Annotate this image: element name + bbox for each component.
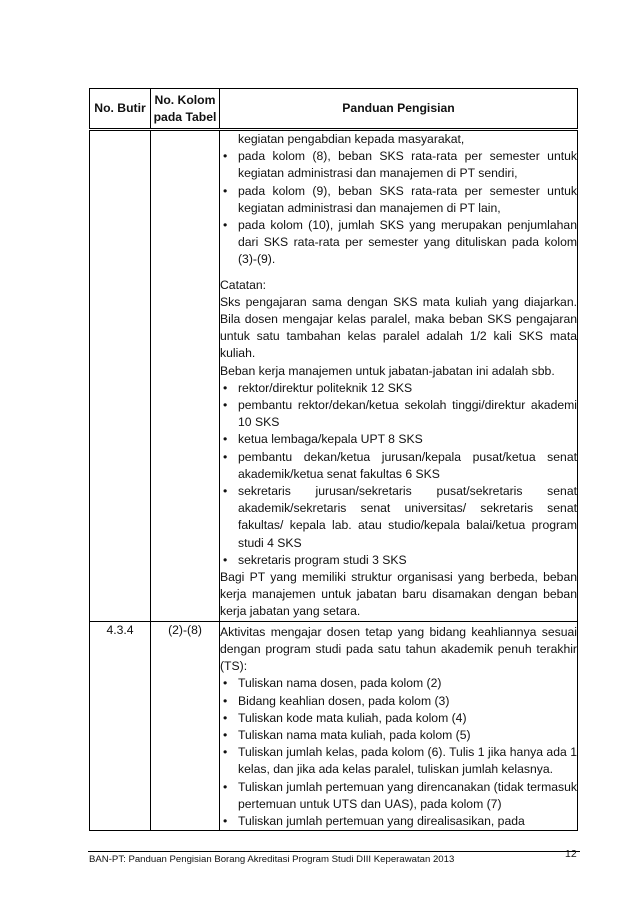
header-no-kolom	[151, 89, 220, 130]
continued-item: kegiatan pengabdian kepada masyarakat,	[238, 132, 465, 146]
header-panduan-label: Panduan Pengisian	[342, 101, 455, 116]
header-panduan	[220, 89, 578, 130]
list-item: • Tuliskan jumlah kelas, pada kolom (6). Tulis 1 jika hanya ada 1 kelas, dan jika ada kelas paralel, tuliskan jumlah kelasnya.	[220, 744, 577, 778]
row2-panduan-cell	[220, 621, 578, 830]
table-row	[90, 130, 578, 622]
row2-kolom-cell: (2)-(8)	[151, 621, 220, 830]
list-item: • ketua lembaga/kepala UPT 8 SKS	[220, 431, 577, 448]
list-item: • pembantu rektor/dekan/ketua sekolah tinggi/direktur akademi 10 SKS	[220, 397, 577, 431]
footer-text: BAN-PT: Panduan Pengisian Borang Akreditasi Program Studi DIII Keperawatan 2013	[89, 854, 455, 865]
list-item: • Tuliskan kode mata kuliah, pada kolom (4)	[220, 710, 577, 727]
spacer	[220, 269, 577, 277]
header-no-butir	[90, 89, 151, 130]
list-item: • sekretaris program studi 3 SKS	[220, 552, 577, 569]
kolom-list	[220, 148, 577, 268]
list-item: • pembantu dekan/ketua jurusan/kepala pusat/ketua senat akademik/ketua senat fakultas 6 SKS	[220, 449, 577, 483]
catatan-label: Catatan:	[220, 277, 267, 292]
list-item: • Tuliskan nama dosen, pada kolom (2)	[220, 675, 577, 692]
list-item: • Bidang keahlian dosen, pada kolom (3)	[220, 693, 577, 710]
row1-kolom-cell	[151, 130, 220, 622]
closing-text: Bagi PT yang memiliki struktur organisasi yang berbeda, beban kerja manajemen untuk jabatan baru disamakan dengan beban kerja jabatan yang setara.	[220, 570, 577, 619]
guide-table	[89, 88, 578, 831]
row1-butir-cell	[90, 130, 151, 622]
intro-text: Aktivitas mengajar dosen tetap yang bidang keahliannya sesuai dengan program studi pada satu tahun akademik penuh terakhir (TS):	[220, 624, 577, 674]
header-no-kolom-label: No. Kolom pada Tabel	[153, 93, 217, 124]
beban-text: Beban kerja manajemen untuk jabatan-jabatan ini adalah sbb.	[220, 363, 555, 378]
row2-butir-cell: 4.3.4	[90, 621, 151, 830]
list-item: • sekretaris jurusan/sekretaris pusat/sekretaris senat akademik/sekretaris senat universitas/ sekretaris senat fakultas/ kepala lab. atau studio/kepala balai/ketua program studi 4 SKS	[220, 483, 577, 552]
list-item: • Tuliskan jumlah pertemuan yang direncanakan (tidak termasuk pertemuan untuk UTS dan UAS), pada kolom (7)	[220, 779, 577, 813]
list-item: • rektor/direktur politeknik 12 SKS	[220, 380, 577, 397]
row1-panduan-cell	[220, 130, 578, 622]
list-item: • pada kolom (9), beban SKS rata-rata per semester untuk kegiatan administrasi dan manajemen di PT lain,	[220, 183, 577, 217]
catatan-text: Sks pengajaran sama dengan SKS mata kuliah yang diajarkan. Bila dosen mengajar kelas paralel, maka beban SKS pengajaran untuk satu tambahan kelas paralel adalah 1/2 kali SKS mata kuliah.	[220, 294, 577, 361]
header-no-butir-label: No. Butir	[94, 101, 146, 116]
list-item: • pada kolom (10), jumlah SKS yang merupakan penjumlahan dari SKS rata-rata per semester yang dituliskan pada kolom (3)-(9).	[220, 217, 577, 269]
footer-divider	[88, 851, 580, 852]
jabatan-list	[220, 380, 577, 569]
instruction-list	[220, 675, 577, 830]
list-item: • Tuliskan nama mata kuliah, pada kolom (5)	[220, 727, 577, 744]
table-row	[90, 621, 578, 830]
list-item: • Tuliskan jumlah pertemuan yang direalisasikan, pada	[220, 813, 577, 830]
page-number: 12	[565, 848, 577, 860]
table-header-row	[90, 89, 578, 130]
list-item: • pada kolom (8), beban SKS rata-rata per semester untuk kegiatan administrasi dan manajemen di PT sendiri,	[220, 148, 577, 182]
